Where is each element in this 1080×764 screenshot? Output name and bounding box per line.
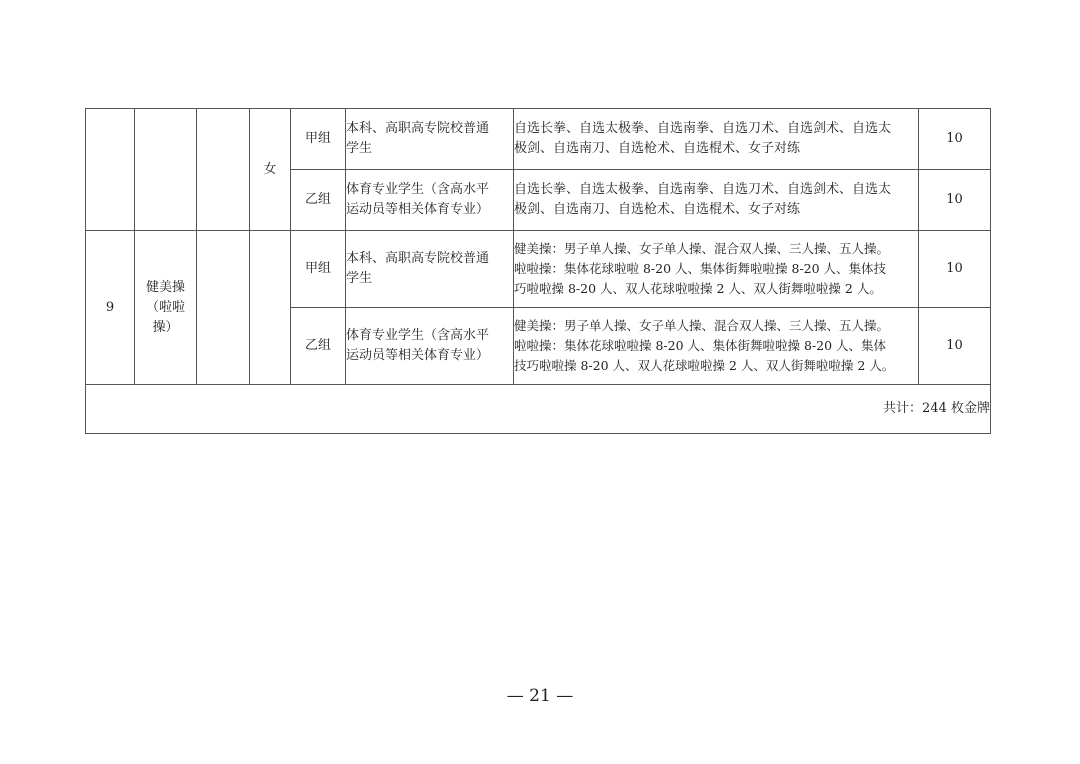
text-line: 体育专业学生（含高水平 [346, 182, 490, 197]
cell-events [514, 109, 919, 170]
text-line: 运动员等相关体育专业） [346, 202, 490, 217]
text-line: 本科、高职高专院校普通 [346, 251, 490, 266]
table-row [86, 231, 991, 308]
total-row [86, 385, 991, 434]
cell-eligibility [346, 231, 514, 308]
text-line: 操） [152, 319, 179, 335]
cell-eligibility [346, 170, 514, 231]
cell-sport [135, 109, 197, 231]
cell-group: 乙组 [291, 170, 346, 231]
cell-golds: 10 [919, 170, 991, 231]
events-table [85, 108, 991, 434]
text-line: 健美操 [145, 279, 185, 295]
cell-eligibility [346, 308, 514, 385]
cell-golds: 10 [919, 109, 991, 170]
text-line: （啦啦 [145, 299, 185, 315]
text-line: 健美操：男子单人操、女子单人操、混合双人操、三人操、五人操。 [514, 241, 890, 256]
cell-golds: 10 [919, 231, 991, 308]
text-line: 体育专业学生（含高水平 [346, 328, 490, 343]
text-line: 自选长拳、自选太极拳、自选南拳、自选刀术、自选剑术、自选太 [514, 121, 892, 136]
table-row [86, 109, 991, 170]
cell-group: 甲组 [291, 109, 346, 170]
cell-events [514, 308, 919, 385]
text-line: 技巧啦啦操 8-20 人、双人花球啦啦操 2 人、双人街舞啦啦操 2 人。 [514, 358, 895, 373]
page-number: — 21 — [506, 686, 574, 706]
text-line: 学生 [346, 271, 373, 286]
text-line: 巧啦啦操 8-20 人、双人花球啦啦操 2 人、双人街舞啦啦操 2 人。 [514, 281, 882, 296]
cell-empty [197, 109, 250, 231]
text-line: 极剑、自选南刀、自选枪术、自选棍术、女子对练 [514, 202, 801, 217]
cell-golds: 10 [919, 308, 991, 385]
cell-group: 甲组 [291, 231, 346, 308]
text-line: 极剑、自选南刀、自选枪术、自选棍术、女子对练 [514, 141, 801, 156]
cell-gender: 女 [250, 109, 291, 231]
cell-sport [135, 231, 197, 385]
cell-no [86, 109, 135, 231]
text-line: 运动员等相关体育专业） [346, 348, 490, 363]
text-line: 本科、高职高专院校普通 [346, 121, 490, 136]
cell-events [514, 231, 919, 308]
cell-eligibility [346, 109, 514, 170]
cell-group: 乙组 [291, 308, 346, 385]
total-gold-medals: 共计：244 枚金牌 [86, 385, 991, 434]
text-line: 啦啦操：集体花球啦啦 8-20 人、集体街舞啦啦操 8-20 人、集体技 [514, 261, 887, 276]
text-line: 健美操：男子单人操、女子单人操、混合双人操、三人操、五人操。 [514, 318, 890, 333]
text-line: 学生 [346, 141, 373, 156]
cell-events [514, 170, 919, 231]
text-line: 啦啦操：集体花球啦啦操 8-20 人、集体街舞啦啦操 8-20 人、集体 [514, 338, 887, 353]
cell-empty [197, 231, 250, 385]
cell-no: 9 [86, 231, 135, 385]
cell-gender [250, 231, 291, 385]
text-line: 自选长拳、自选太极拳、自选南拳、自选刀术、自选剑术、自选太 [514, 182, 892, 197]
